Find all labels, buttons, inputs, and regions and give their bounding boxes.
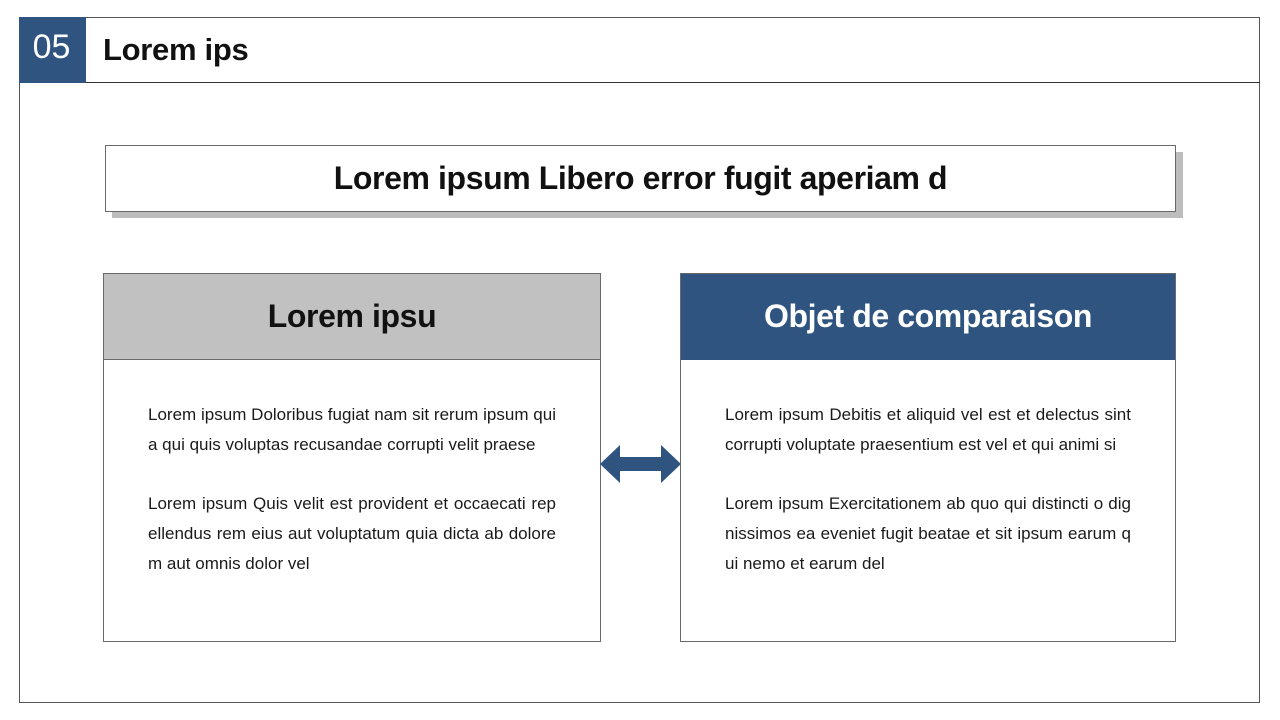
double-headed-arrow-icon (600, 444, 681, 484)
slide-number-badge: 05 (19, 17, 86, 83)
right-comparison-card (680, 273, 1176, 642)
headline-text: Lorem ipsum Libero error fugit aperiam d (333, 160, 948, 196)
slide-title: Lorem ips (103, 32, 249, 67)
left-card-heading: Lorem ipsu (104, 274, 600, 360)
left-card-paragraph: Lorem ipsum Doloribus fugiat nam sit rerum ipsum quia qui quis voluptas recusandae corrupti velit praese (148, 405, 556, 454)
right-card-heading: Objet de comparaison (681, 274, 1175, 360)
header-divider (19, 82, 1260, 83)
right-card-body (681, 360, 1175, 579)
headline-banner (105, 145, 1176, 212)
left-card-paragraph: Lorem ipsum Quis velit est provident et occaecati repellendus rem eius aut voluptatum quia dicta ab dolorem aut omnis dolor vel (148, 494, 556, 573)
left-card-body (104, 360, 600, 579)
right-card-paragraph: Lorem ipsum Debitis et aliquid vel est et delectus sint corrupti voluptate praesentium est vel et qui animi si (725, 405, 1131, 454)
left-comparison-card (103, 273, 601, 642)
right-card-paragraph: Lorem ipsum Exercitationem ab quo qui distincti o dignissimos ea eveniet fugit beatae et sit ipsum earum qui nemo et earum del (725, 494, 1131, 573)
